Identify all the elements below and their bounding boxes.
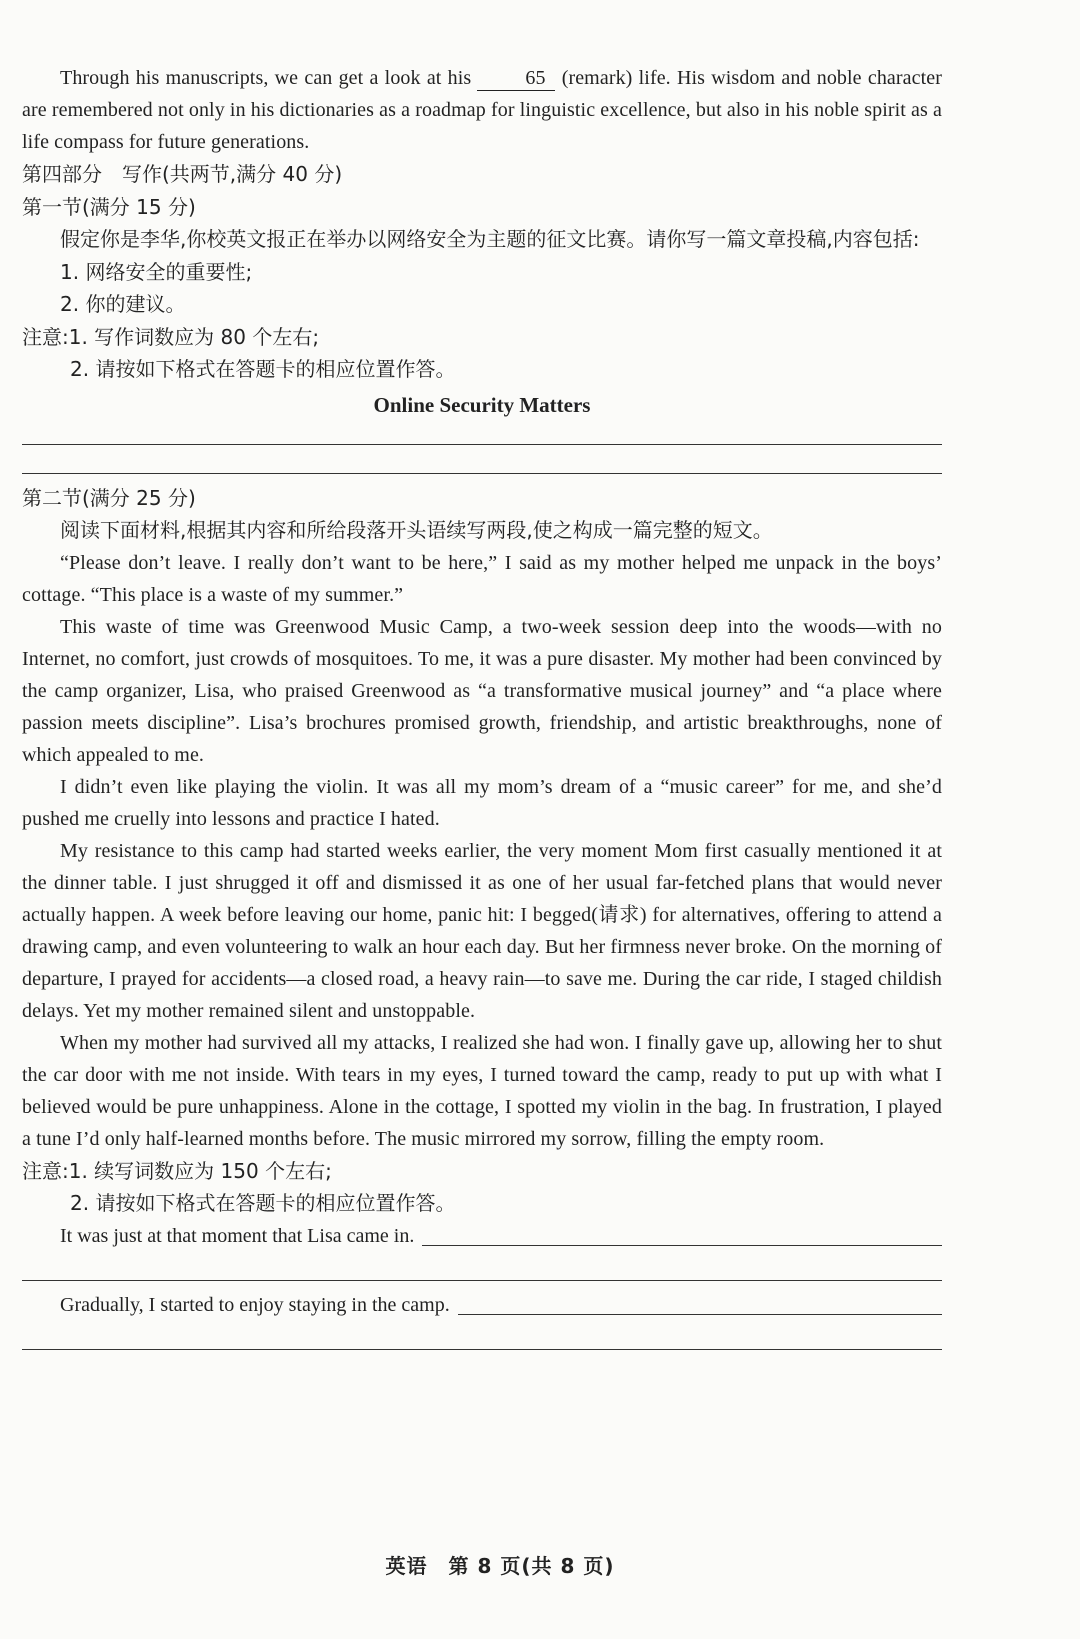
section2-note-1: 注意:1. 续写词数应为 150 个左右;	[22, 1158, 332, 1183]
story-paragraph: My resistance to this camp had started weeks earlier, the very moment Mom first casually mentioned it at the dinner table. I just shrugged it off and dismissed it as one of her usual far-fetched plans that would never actually happen. A week before leaving our home, panic hit: I begged(请求) for alternatives, offering to attend a drawing camp, and even volunteering to walk an hour each day. But her firmness never broke. On the morning of departure, I prayed for accidents—a closed road, a heavy rain—to save me. During the car ride, I staged childish delays. Yet my mother remained silent and unstoppable.	[22, 839, 942, 1022]
part4-heading: 第四部分 写作(共两节,满分 40 分)	[22, 162, 343, 186]
starter-text: Gradually, I started to enjoy staying in the camp.	[60, 1293, 450, 1316]
continuation-starter-1	[22, 1220, 942, 1252]
section1-point-1: 1. 网络安全的重要性;	[60, 259, 253, 284]
essay-title: Online Security Matters	[373, 392, 591, 417]
story-paragraph: “Please don’t leave. I really don’t want to be here,” I said as my mother helped me unpack in the boys’ cottage. “This place is a waste of my summer.”	[22, 551, 942, 606]
page-footer: 英语 第 8 页(共 8 页)	[385, 1554, 615, 1578]
section1-heading: 第一节(满分 15 分)	[22, 194, 196, 219]
answer-line	[422, 1245, 942, 1246]
story-paragraph: This waste of time was Greenwood Music Camp, a two-week session deep into the woods—with no Internet, no comfort, just crowds of mosquitoes. To me, it was a pure disaster. My mother had been convinced by the camp organizer, Lisa, who praised Greenwood as “a transformative musical journey” and “a place where passion meets discipline”. Lisa’s brochures promised growth, friendship, and artistic breakthroughs, none of which appealed to me.	[22, 615, 942, 766]
section1-point-2: 2. 你的建议。	[60, 292, 186, 316]
answer-line	[22, 444, 942, 445]
answer-line	[458, 1314, 942, 1315]
section2-prompt: 阅读下面材料,根据其内容和所给段落开头语续写两段,使之构成一篇完整的短文。	[60, 518, 773, 542]
section1-note-2: 2. 请按如下格式在答题卡的相应位置作答。	[70, 357, 456, 381]
answer-line	[22, 1349, 942, 1350]
previous-passage-ending	[22, 62, 942, 158]
story-paragraph: I didn’t even like playing the violin. It was all my mom’s dream of a “music career” for me, and she’d pushed me cruelly into lessons and practice I hated.	[22, 775, 942, 830]
section2-heading: 第二节(满分 25 分)	[22, 485, 196, 510]
section2-note-2: 2. 请按如下格式在答题卡的相应位置作答。	[70, 1191, 456, 1215]
exam-page	[22, 62, 942, 1350]
answer-line	[22, 1280, 942, 1281]
passage-text-before-blank: Through his manuscripts, we can get a look at his	[60, 67, 472, 89]
answer-line	[22, 473, 942, 474]
story-paragraph: When my mother had survived all my attacks, I realized she had won. I finally gave up, allowing her to shut the car door with me not inside. With tears in my eyes, I turned toward the camp, ready to put up with what I believed would be pure unhappiness. Alone in the cottage, I spotted my violin in the bag. In frustration, I played a tune I’d only half-learned months before. The music mirrored my sorrow, filling the empty room.	[22, 1031, 942, 1150]
section1-prompt: 假定你是李华,你校英文报正在举办以网络安全为主题的征文比赛。请你写一篇文章投稿,内容包括:	[60, 227, 920, 251]
passage-text-after-blank: (remark) life. His wisdom and noble character are remembered not only in his dictionaries as a roadmap for linguistic excellence, but also in his noble spirit as a life compass for future generations.	[22, 67, 943, 153]
answer-blank-65: 65	[477, 66, 555, 91]
section1-note-1: 注意:1. 写作词数应为 80 个左右;	[22, 324, 320, 349]
starter-text: It was just at that moment that Lisa came in.	[60, 1224, 415, 1247]
continuation-starter-2	[22, 1289, 942, 1321]
